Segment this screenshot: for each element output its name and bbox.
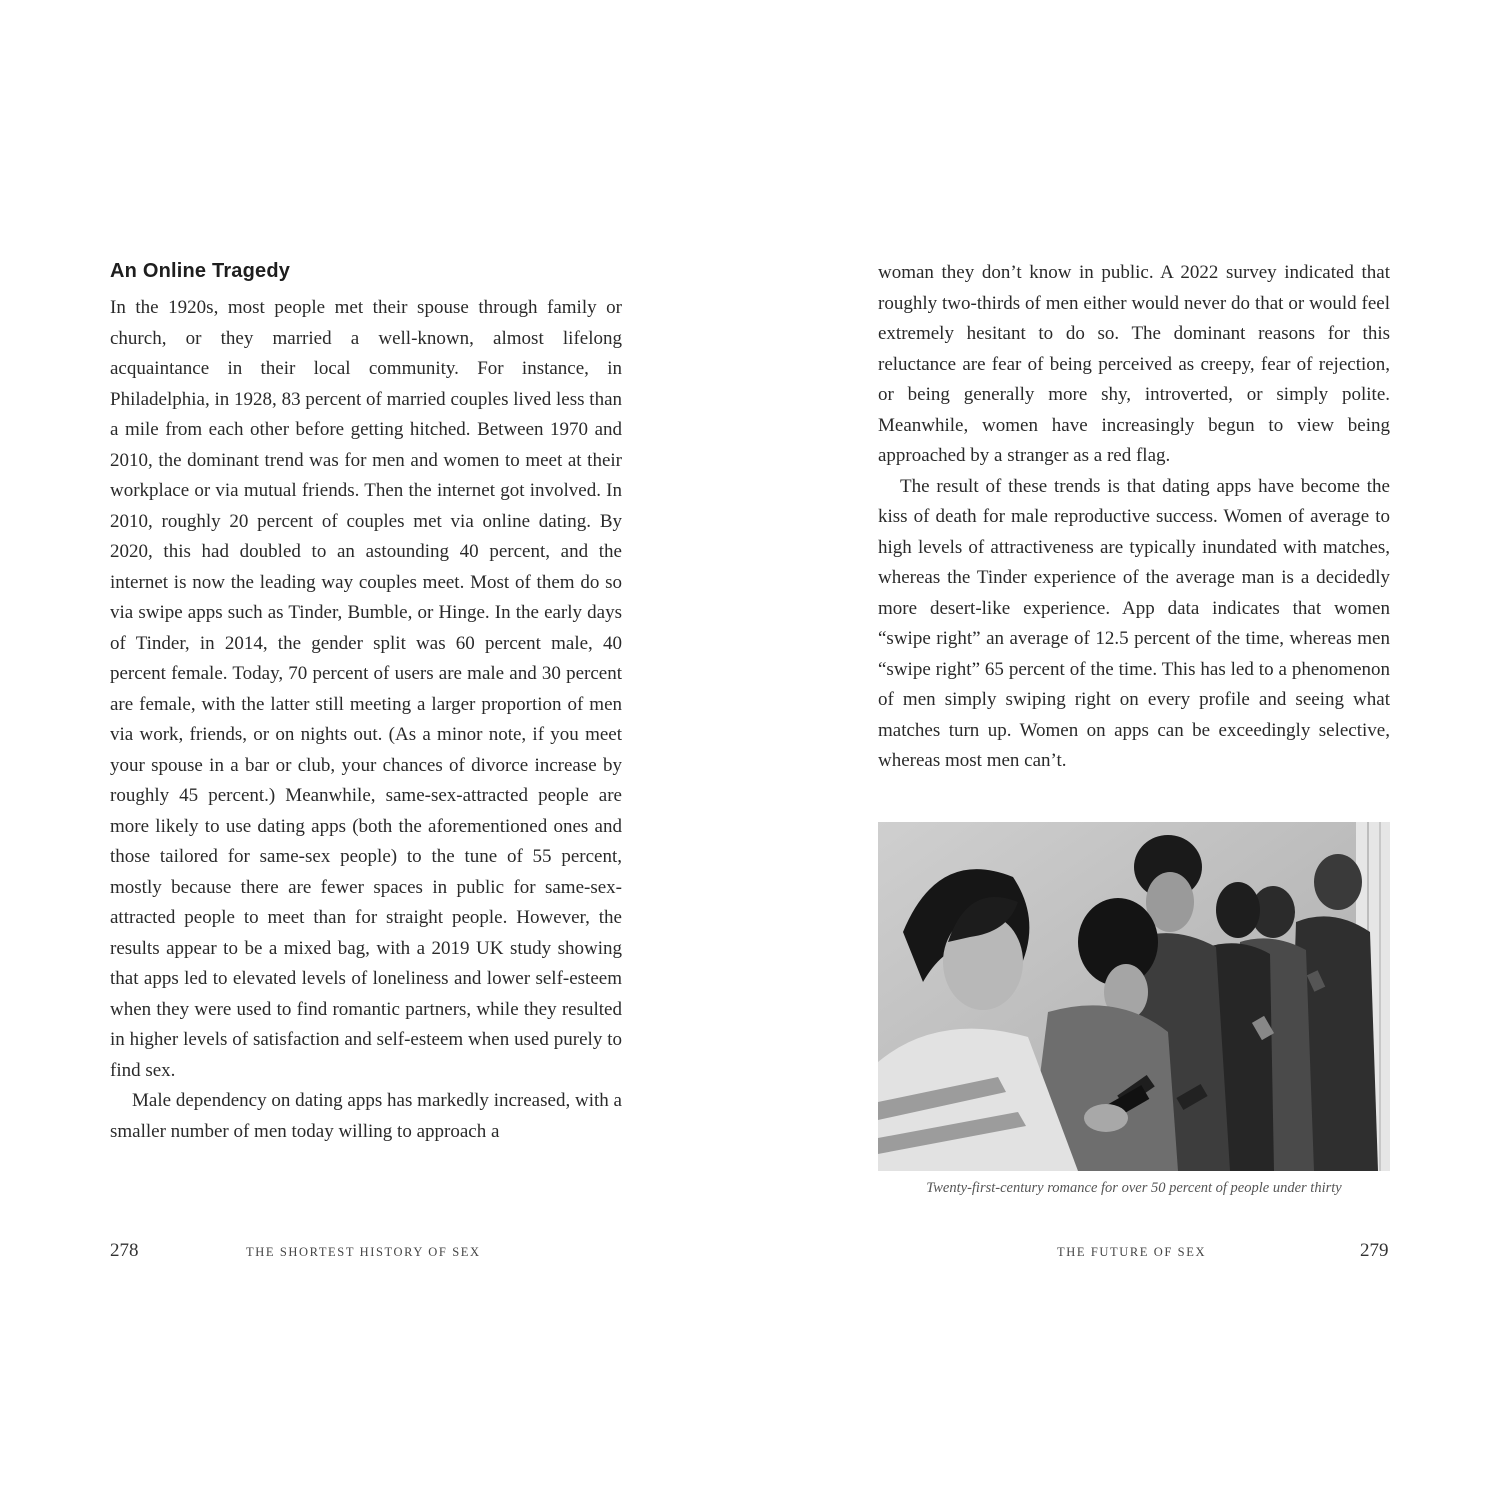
body-paragraph: woman they don’t know in public. A 2022 survey indicated that roughly two-thirds of men either would never do that or would feel extremely hesitant to do so. The dominant reasons for this reluctance are fear of being perceived as creepy, fear of rejection, or being generally more shy, introverted, or simply polite. Meanwhile, women have increasingly begun to view being approached by a stranger as a red flag. xyxy=(878,262,1390,466)
body-paragraph: In the 1920s, most people met their spouse through family or church, or they married a well-known, almost lifelong acquaintance in their local community. For instance, in Philadelphia, in 1928, 83 percent of married couples lived less than a mile from each other before getting hitched. Between 1970 and 2010, the dominant trend was for men and women to meet at their workplace or via mutual friends. Then the internet got involved. In 2010, roughly 20 percent of couples met via online dating. By 2020, this had doubled to an astounding 40 percent, and the internet is now the leading way couples meet. Most of them do so via swipe apps such as Tinder, Bumble, or Hinge. In the early days of Tinder, in 2014, the gender split was 60 percent male, 40 percent female. Today, 70 percent of users are male and 30 percent are female, with the latter still meeting a larger proportion of men via work, friends, or on nights out. (As a minor note, if you meet your spouse in a bar or club, your chances of divorce increase by roughly 45 percent.) Meanwhile, same-sex-attracted people are more likely to use dating apps (both the aforementioned ones and those tailored for same-sex people) to the tune of 55 percent, mostly because there are fewer spaces in public for same-sex-attracted people to meet than for straight people. However, the results appear to be a mixed bag, with a 2019 UK study showing that apps led to elevated levels of loneliness and lower self-esteem when they were used to find romantic partners, while they resulted in higher levels of satisfaction and self-esteem when used purely to find sex. xyxy=(110,297,622,1081)
photo-people-using-phones xyxy=(878,822,1390,1171)
left-body-text xyxy=(110,293,622,1147)
body-paragraph: The result of these trends is that dating apps have become the kiss of death for male reproductive success. Women of average to high levels of attractiveness are typically inundated with matches, whereas the Tinder experience of the average man is a decidedly more desert-like experience. App data indicates that women “swipe right” an average of 12.5 percent of the time, whereas men “swipe right” 65 percent of the time. This has led to a phenomenon of men simply swiping right on every profile and seeing what matches turn up. Women on apps can be exceedingly selective, whereas most men can’t. xyxy=(878,475,1390,771)
running-head: THE SHORTEST HISTORY OF SEX xyxy=(246,1245,481,1259)
right-body-text xyxy=(878,258,1390,777)
body-paragraph: Male dependency on dating apps has markedly increased, with a smaller number of men today willing to approach a xyxy=(110,1090,622,1142)
page-number: 279 xyxy=(1360,1240,1389,1261)
right-page xyxy=(750,0,1500,1500)
section-heading: An Online Tragedy xyxy=(110,260,291,282)
photo-caption: Twenty-first-century romance for over 50 percent of people under thirty xyxy=(926,1180,1342,1196)
running-head: THE FUTURE OF SEX xyxy=(1057,1245,1207,1259)
page-number: 278 xyxy=(110,1240,139,1261)
